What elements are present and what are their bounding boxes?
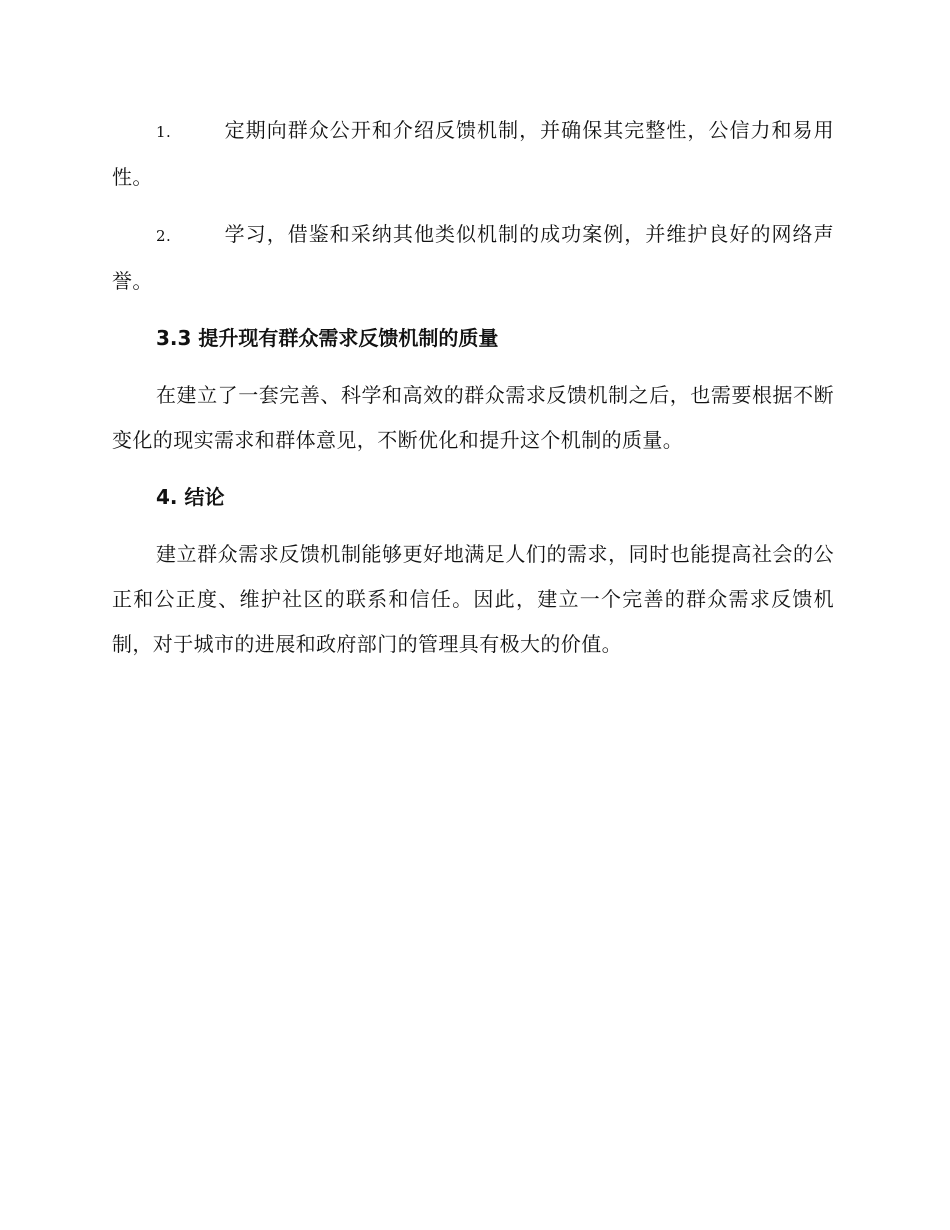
list-item-text: 定期向群众公开和介绍反馈机制，并确保其完整性，公信力和易用性。 (112, 118, 834, 189)
list-item-text: 学习，借鉴和采纳其他类似机制的成功案例，并维护良好的网络声誉。 (112, 222, 834, 293)
section-heading-conclusion: 4. 结论 (156, 485, 225, 509)
document-page (112, 108, 834, 679)
conclusion-paragraph: 建立群众需求反馈机制能够更好地满足人们的需求，同时也能提高社会的公正和公正度、维护社区的联系和信任。因此，建立一个完善的群众需求反馈机制，对于城市的进展和政府部门的管理具有极大的价值。 (112, 542, 834, 656)
section-heading-3-3: 3.3 提升现有群众需求反馈机制的质量 (156, 326, 499, 350)
list-number: 2. (156, 227, 172, 245)
section-paragraph-3-3: 在建立了一套完善、科学和高效的群众需求反馈机制之后，也需要根据不断变化的现实需求和群体意见，不断优化和提升这个机制的质量。 (112, 383, 834, 452)
list-item-1 (112, 108, 834, 200)
list-number: 1. (156, 123, 172, 141)
list-item-2 (112, 212, 834, 304)
